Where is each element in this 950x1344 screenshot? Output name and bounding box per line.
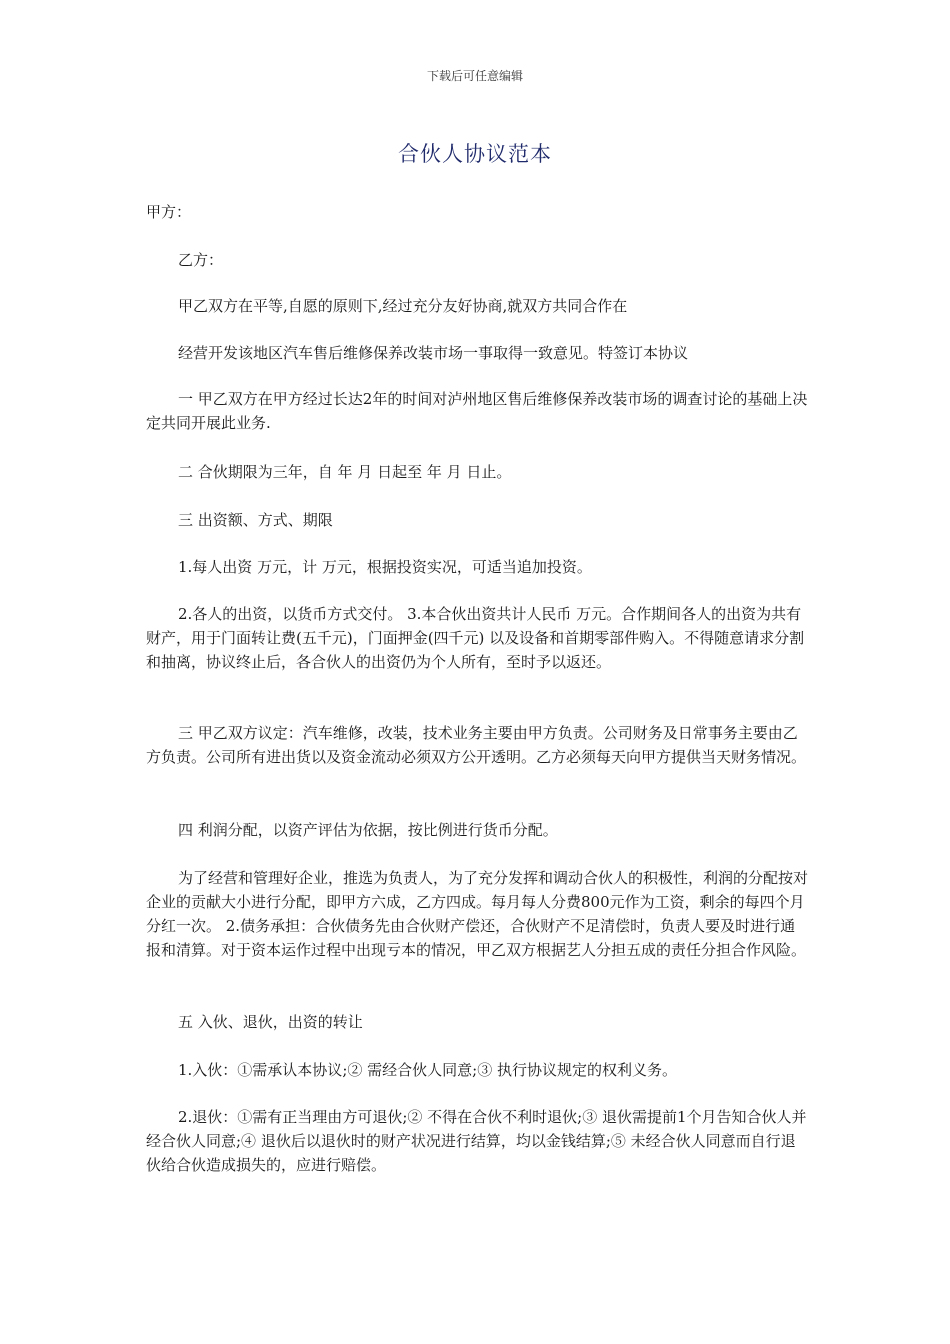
clause-5-heading: 五 入伙、退伙，出资的转让 bbox=[178, 1013, 363, 1031]
clause-2-term: 二 合伙期限为三年，自 年 月 日起至 年 月 日止。 bbox=[178, 463, 512, 481]
party-b-line: 乙方： bbox=[178, 251, 224, 269]
clause-5-item-1: 1.入伙：①需承认本协议;② 需经合伙人同意;③ 执行协议规定的权利义务。 bbox=[178, 1061, 677, 1079]
clause-3-item-2: 2.各人的出资，以货币方式交付。 3.本合伙出资共计人民币 万元。合作期间各人的出资为共有财产，用于门面转让费(五千元)，门面押金(四千元) 以及设备和首期零部件购入。不得随意请求分割和抽离，协议终止后，各合伙人的出资仍为个人所有，至时予以返还。 bbox=[146, 605, 805, 671]
clause-5-item-2: 2.退伙：①需有正当理由方可退伙;② 不得在合伙不利时退伙;③ 退伙需提前1个月告知合伙人并经合伙人同意;④ 退伙后以退伙时的财产状况进行结算，均以金钱结算;⑤ 未经合伙人同意而自行退伙给合伙造成损失的，应进行赔偿。 bbox=[146, 1108, 807, 1174]
clause-duties: 三 甲乙双方议定：汽车维修，改装，技术业务主要由甲方负责。公司财务及日常事务主要由乙方负责。公司所有进出货以及资金流动必须双方公开透明。乙方必须每天向甲方提供当天财务情况。 bbox=[146, 724, 807, 766]
document-title: 合伙人协议范本 bbox=[398, 142, 552, 166]
paragraph-intro-2: 经营开发该地区汽车售后维修保养改装市场一事取得一致意见。特签订本协议 bbox=[178, 344, 689, 362]
clause-3-heading: 三 出资额、方式、期限 bbox=[178, 511, 333, 529]
paragraph-profit-detail: 为了经营和管理好企业，推选为负责人，为了充分发挥和调动合伙人的积极性，利润的分配按对企业的贡献大小进行分配，即甲方六成，乙方四成。每月每人分费800元作为工资，剩余的每四个月分红一次。 2.债务承担：合伙债务先由合伙财产偿还，合伙财产不足清偿时，负责人要及时进行通报和清算。对于资本运作过程中出现亏本的情况，甲乙双方根据艺人分担五成的责任分担合作风险。 bbox=[146, 869, 809, 959]
header-note: 下载后可任意编辑 bbox=[426, 69, 523, 83]
clause-4-profit: 四 利润分配，以资产评估为依据，按比例进行货币分配。 bbox=[178, 821, 558, 839]
party-a-line: 甲方： bbox=[146, 203, 192, 221]
paragraph-intro-1: 甲乙双方在平等,自愿的原则下,经过充分友好协商,就双方共同合作在 bbox=[178, 297, 628, 315]
clause-1: 一 甲乙双方在甲方经过长达2年的时间对泸州地区售后维修保养改装市场的调查讨论的基础上决定共同开展此业务. bbox=[146, 390, 808, 432]
clause-3-item-1: 1.每人出资 万元，计 万元，根据投资实况，可适当追加投资。 bbox=[178, 558, 592, 576]
